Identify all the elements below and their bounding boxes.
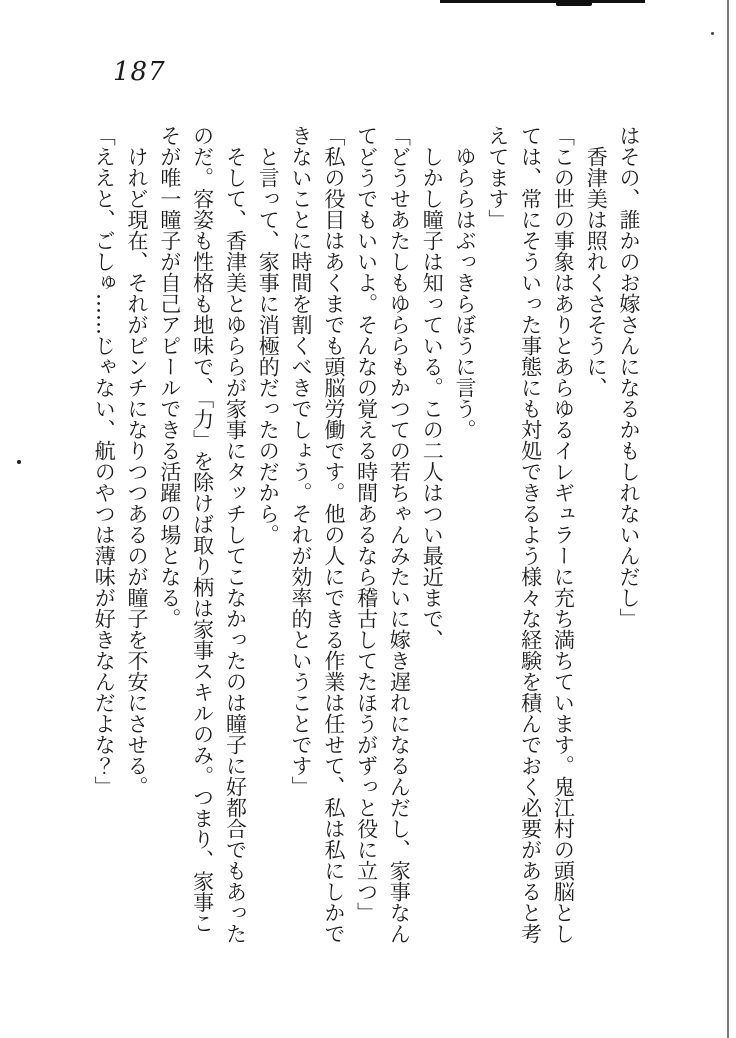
scan-artifact-speck-left — [17, 460, 21, 464]
paragraph: そして、香津美とゆららが家事にタッチしてこなかったのは瞳子に好都合でもあったのだ。容姿も性格も地味で、「力」を除けば取り柄は家事スキルのみ。つまり、家事こそが唯一瞳子が自己アピールできる活躍の場となる。 — [157, 125, 248, 944]
paragraph: 「この世の事象はありとあらゆるイレギュラーに充ち満ちています。鬼江村の頭脳としては、常にそういった事態にも対処できるよう様々な経験を積んでおく必要があると考えてます」 — [485, 125, 576, 944]
paragraph: しかし瞳子は知っている。この二人はつい最近まで、 — [420, 146, 445, 650]
paragraph: と言って、家事に消極的だったのだから。 — [256, 146, 281, 545]
paragraph: 「どうせあたしもゆららもかつての若ちゃんみたいに嫁き遅れになるんだし、家事なんてどうでもいいよ。そんなの覚える時間あるなら稽古してたほうがずっと役に立つ」 — [354, 125, 412, 944]
scan-artifact-page-edge-line — [727, 0, 729, 1038]
paragraph: はその、誰かのお嫁さんになるかもしれないんだし」 — [617, 125, 641, 629]
scan-artifact-top-blob — [556, 0, 592, 6]
scan-artifact-speck-top-right — [711, 32, 714, 35]
scan-artifact-top-line — [440, 0, 645, 3]
paragraph: けれど現在、それがピンチになりつつあるのが瞳子を不安にさせる。 — [125, 146, 150, 797]
paragraph: 香津美は照れくさそうに、 — [584, 146, 609, 398]
page-number: 187 — [113, 57, 166, 87]
paragraph: ゆららはぶっきらぼうに言う。 — [453, 146, 478, 440]
paragraph: 「ええと、ごしゅ……じゃない、航のやつは薄味が好きなんだよな？」 — [92, 125, 117, 797]
paragraph: 「私の役目はあくまでも頭脳労働です。他の人にできる作業は任せて、私は私にしかできないことに時間を割くべきでしょう。それが効率的ということです」 — [289, 125, 346, 944]
body-text — [87, 125, 645, 944]
